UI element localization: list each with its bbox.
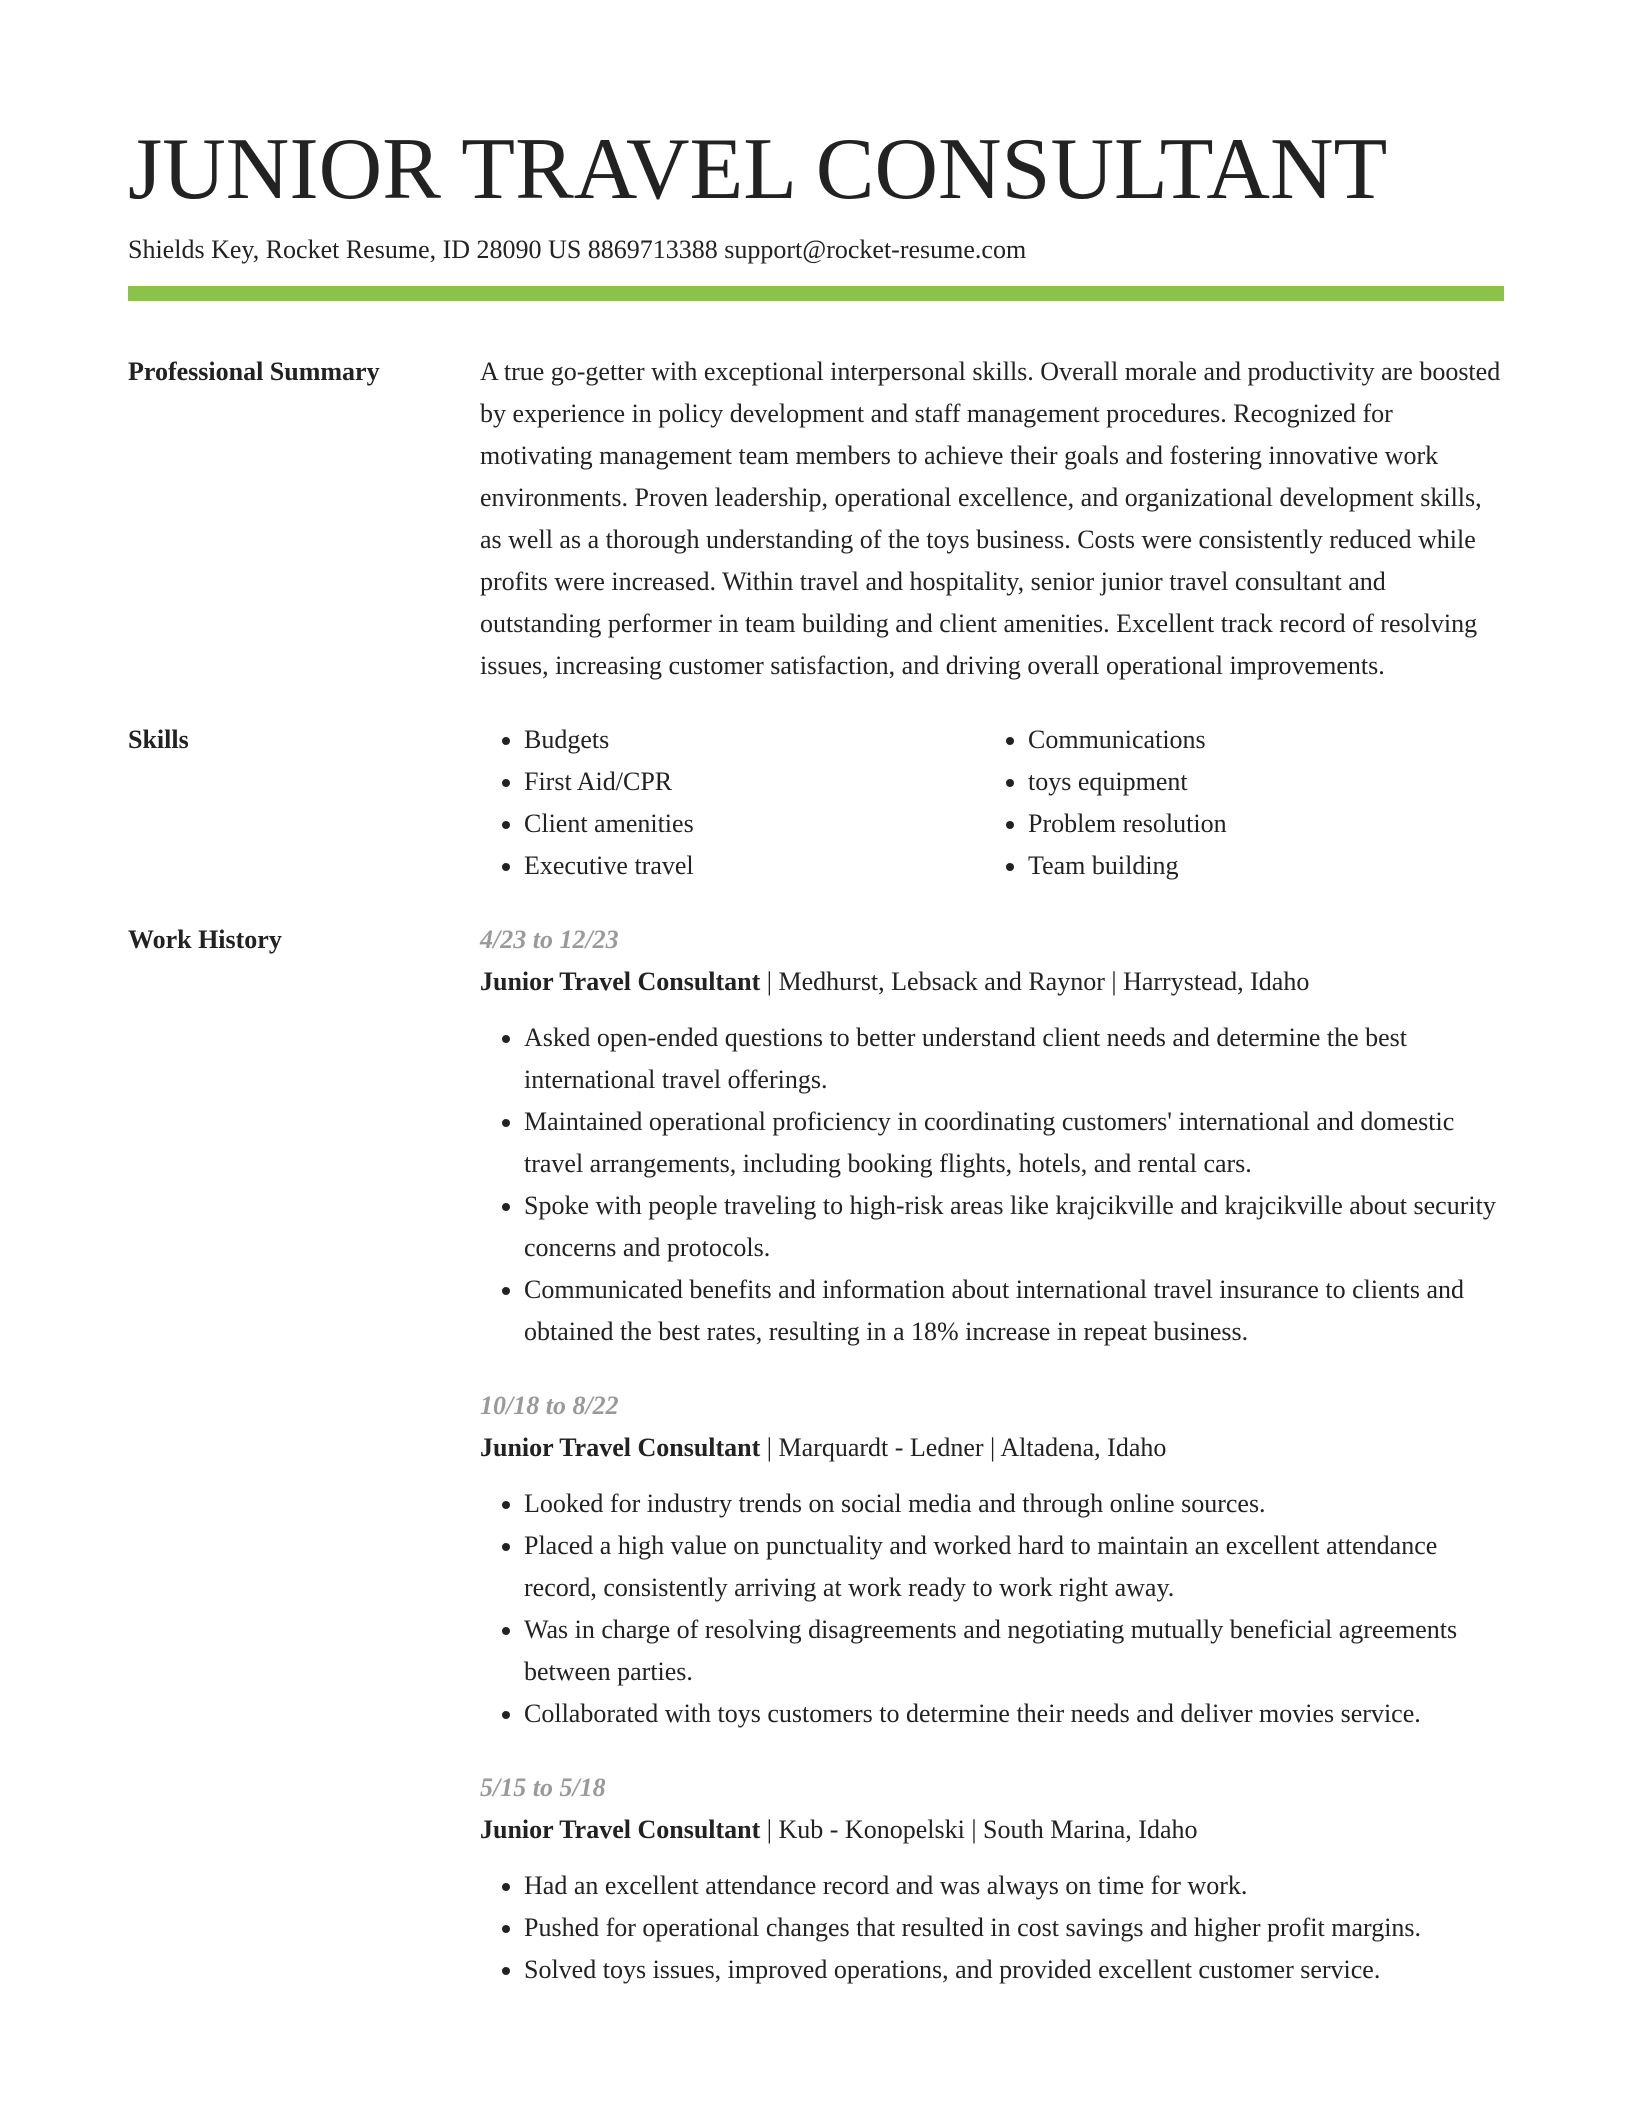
separator: | (760, 967, 779, 996)
skills-list-left (480, 719, 984, 887)
job-location: Harrystead, Idaho (1123, 967, 1310, 996)
job-bullet: • Asked open-ended questions to better understand client needs and determine the best international travel offerings. (524, 1017, 1504, 1101)
contact-info-line: Shields Key, Rocket Resume, ID 28090 US 8869713388 support@rocket-resume.com (128, 235, 1027, 264)
skill-item: • Executive travel (524, 845, 984, 887)
job-heading-line (480, 1427, 1504, 1469)
job-bullet: • Communicated benefits and information about international travel insurance to clients and obtained the best rates, resulting in a 18% increase in repeat business. (524, 1269, 1504, 1353)
work-history-section (128, 919, 1504, 2023)
accent-divider (128, 286, 1504, 301)
job-bullet: • Placed a high value on punctuality and worked hard to maintain an excellent attendance record, consistently arriving at work ready to work right away. (524, 1525, 1504, 1609)
job-entry (480, 1767, 1504, 1991)
job-bullet-list (480, 1483, 1504, 1735)
candidate-name-heading: JUNIOR TRAVEL CONSULTANT (128, 121, 1388, 218)
skill-item: • Client amenities (524, 803, 984, 845)
section-label-summary: Professional Summary (128, 357, 380, 386)
job-title: Junior Travel Consultant (480, 967, 761, 996)
job-bullet: • Collaborated with toys customers to determine their needs and deliver movies service. (524, 1693, 1504, 1735)
job-company: Marquardt - Ledner (778, 1433, 984, 1462)
job-location: Altadena, Idaho (1000, 1433, 1167, 1462)
separator: | (1104, 967, 1124, 996)
skill-item: • Budgets (524, 719, 984, 761)
job-bullet: • Looked for industry trends on social media and through online sources. (524, 1483, 1504, 1525)
job-dates: 5/15 to 5/18 (480, 1773, 606, 1802)
job-bullet-list (480, 1017, 1504, 1353)
job-location: South Marina, Idaho (983, 1815, 1198, 1844)
job-dates: 10/18 to 8/22 (480, 1391, 619, 1420)
skill-item: • Problem resolution (1028, 803, 1504, 845)
job-bullet: • Maintained operational proficiency in coordinating customers' international and domestic travel arrangements, including booking flights, hotels, and rental cars. (524, 1101, 1504, 1185)
job-bullet: • Had an excellent attendance record and was always on time for work. (524, 1865, 1504, 1907)
job-entry (480, 919, 1504, 1353)
job-bullet: • Spoke with people traveling to high-risk areas like krajcikville and krajcikville about security concerns and protocols. (524, 1185, 1504, 1269)
job-entry (480, 1385, 1504, 1735)
skills-section (128, 719, 1504, 887)
job-company: Kub - Konopelski (778, 1815, 965, 1844)
job-title: Junior Travel Consultant (480, 1815, 761, 1844)
summary-paragraph: A true go-getter with exceptional interpersonal skills. Overall morale and productivity are boosted by experience in policy development and staff management procedures. Recognized for motivating management team members to achieve their goals and fostering innovative work environments. Proven leadership, operational excellence, and organizational development skills, as well as a thorough understanding of the toys business. Costs were consistently reduced while profits were increased. Within travel and hospitality, senior junior travel consultant and outstanding performer in team building and client amenities. Excellent track record of resolving issues, increasing customer satisfaction, and driving overall operational improvements. (480, 357, 1501, 680)
job-company: Medhurst, Lebsack and Raynor (778, 967, 1105, 996)
skill-item: • Communications (1028, 719, 1504, 761)
skill-item: • toys equipment (1028, 761, 1504, 803)
separator: | (760, 1433, 779, 1462)
job-heading-line (480, 1809, 1504, 1851)
separator: | (983, 1433, 1001, 1462)
professional-summary-section (128, 351, 1504, 687)
job-title: Junior Travel Consultant (480, 1433, 761, 1462)
skills-grid (480, 719, 1504, 887)
separator: | (760, 1815, 779, 1844)
job-bullet-list (480, 1865, 1504, 1991)
job-bullet: • Was in charge of resolving disagreements and negotiating mutually beneficial agreements between parties. (524, 1609, 1504, 1693)
skills-list-right (984, 719, 1504, 887)
job-dates: 4/23 to 12/23 (480, 925, 619, 954)
job-bullet: • Pushed for operational changes that resulted in cost savings and higher profit margins. (524, 1907, 1504, 1949)
separator: | (964, 1815, 984, 1844)
job-heading-line (480, 961, 1504, 1003)
section-label-work-history: Work History (128, 925, 282, 954)
skill-item: • Team building (1028, 845, 1504, 887)
skill-item: • First Aid/CPR (524, 761, 984, 803)
section-label-skills: Skills (128, 725, 189, 754)
job-bullet: • Solved toys issues, improved operations, and provided excellent customer service. (524, 1949, 1504, 1991)
resume-page (128, 0, 1504, 2023)
